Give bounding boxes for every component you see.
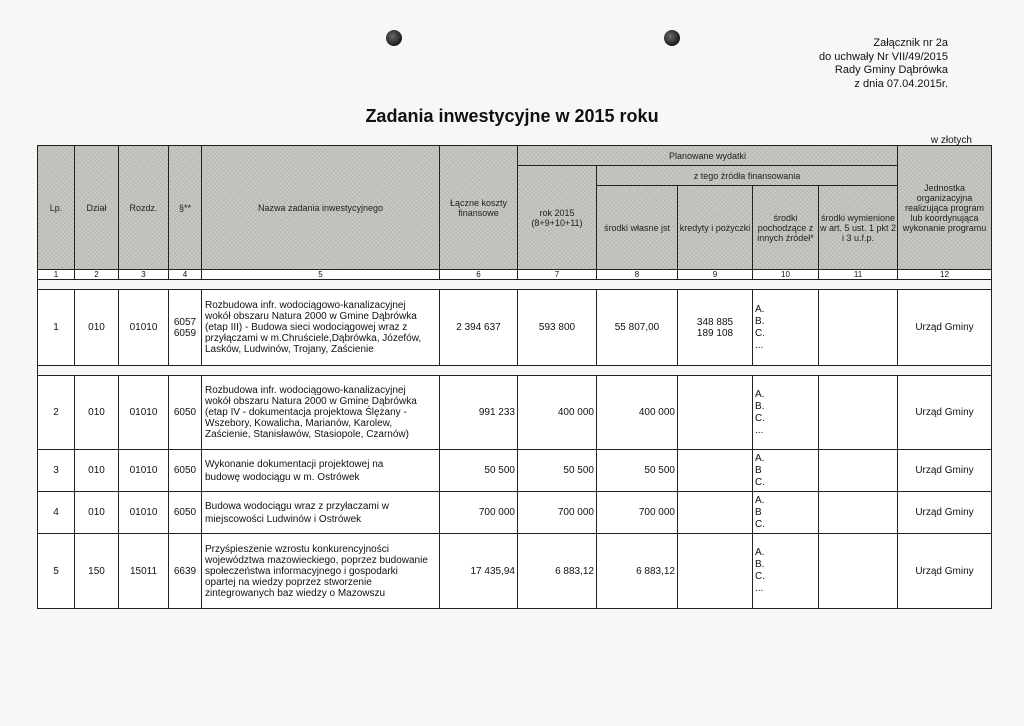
cell-unit: Urząd Gminy [898,376,992,450]
task-line: Rozbudowa infr. wodociągowo-kanalizacyjnej [205,300,406,311]
cell-loans [678,376,753,450]
source-letter: A. [755,303,765,315]
task-line: Wykonanie dokumentacji projektowej na [205,458,384,470]
header-funding-sources: z tego źródła finansowania [597,166,898,186]
table-row [38,492,992,534]
cell-year-2015: 700 000 [518,492,597,534]
source-letter: C. [755,476,765,488]
cell-own-funds: 55 807,00 [597,290,678,366]
cell-loans [678,290,753,366]
header-total-costs: Łączne koszty finansowe [440,146,518,270]
cell-paragraph: 6050 [169,450,202,492]
cell-listed-funds [819,534,898,609]
column-number: 5 [202,270,440,280]
column-number: 4 [169,270,202,280]
task-line: opartej na wiedzy poprzez stworzenie [205,576,372,588]
task-line: wokół obszaru Natura 2000 w Gmine Dąbrówka [205,311,417,322]
loan-value: 189 108 [696,327,734,339]
cell-total-costs: 700 000 [440,492,518,534]
cell-rozdz: 01010 [119,376,169,450]
header-task-name: Nazwa zadania inwestycyjnego [202,146,440,270]
task-line: przyłączami w m.Chruściele,Dąbrówka, Józefów, [205,333,422,344]
cell-total-costs: 2 394 637 [440,290,518,366]
table-row [38,290,992,366]
cell-lp: 3 [38,450,75,492]
cell-year-2015: 400 000 [518,376,597,450]
cell-loans [678,492,753,534]
cell-lp: 2 [38,376,75,450]
task-line: Wszebory, Kowalicha, Marianów, Karolew, [205,418,393,429]
task-line: Zaścienie, Stanisławów, Stasiopole, Czarnów) [205,429,409,440]
header-planned-expenses: Planowane wydatki [518,146,898,166]
source-letter: ... [755,339,764,351]
cell-listed-funds [819,450,898,492]
cell-rozdz: 01010 [119,492,169,534]
cell-rozdz: 15011 [119,534,169,609]
annex-line: Rady Gminy Dąbrówka [834,64,948,76]
cell-task-name [202,492,440,534]
column-number: 3 [119,270,169,280]
paragraph-code: 6059 [173,327,197,339]
punch-hole-right [664,30,680,46]
table-row [38,534,992,609]
header-dzial: Dział [75,146,119,270]
source-letter: C. [755,518,765,530]
source-letter: A. [755,452,765,464]
task-line: województwa mazowieckiego, poprzez budowanie [205,554,428,566]
source-letter: C. [755,412,765,424]
investment-table [37,145,992,609]
header-own-funds: środki własne jst [597,186,678,270]
cell-listed-funds [819,492,898,534]
cell-paragraph: 6050 [169,492,202,534]
punch-hole-left [386,30,402,46]
task-line: Rozbudowa infr. wodociągowo-kanalizacyjnej [205,385,406,396]
column-number: 1 [38,270,75,280]
source-letter: B. [755,559,765,570]
cell-own-funds: 50 500 [597,450,678,492]
paragraph-code: 6057 [173,316,197,328]
loan-value: 348 885 [696,316,734,328]
source-letter: C. [755,571,765,582]
cell-year-2015: 593 800 [518,290,597,366]
source-letter: A. [755,388,765,400]
unit-note: w złotych [930,135,972,146]
cell-total-costs: 50 500 [440,450,518,492]
cell-task-name [202,376,440,450]
task-line: miejscowości Ludwinów i Ostrówek [205,513,362,525]
header-paragraph: §** [169,146,202,270]
page-title: Zadania inwestycyjne w 2015 roku [365,106,659,126]
task-line: Przyśpieszenie wzrostu konkurencyjności [205,543,389,555]
header-lp: Lp. [38,146,75,270]
cell-other-sources [753,376,819,450]
source-letter: B. [755,315,765,327]
cell-year-2015: 50 500 [518,450,597,492]
cell-unit: Urząd Gminy [898,290,992,366]
cell-unit: Urząd Gminy [898,534,992,609]
header-rozdz: Rozdz. [119,146,169,270]
cell-other-sources [753,450,819,492]
cell-other-sources [753,290,819,366]
task-line: Lasków, Ludwinów, Trojany, Zaścienie [205,344,374,355]
task-line: (etap III) - Budowa sieci wodociągowej wraz z [205,322,408,333]
table-row [38,376,992,450]
column-number: 12 [898,270,992,280]
cell-loans [678,534,753,609]
column-number: 9 [678,270,753,280]
source-letter: C. [755,327,765,339]
cell-other-sources [753,492,819,534]
cell-dzial: 150 [75,534,119,609]
task-line: Budowa wodociągu wraz z przyłaczami w [205,500,389,512]
annex-line: z dnia 07.04.2015r. [854,77,948,90]
cell-lp: 1 [38,290,75,366]
cell-lp: 5 [38,534,75,609]
column-number: 8 [597,270,678,280]
task-line: (etap IV - dokumentacja projektowa Ślężany - [205,407,407,418]
source-letter: B [755,464,762,476]
task-line: budowę wodociągu w m. Ostrówek [205,471,360,483]
header-other-sources: środki pochodzące z innych źródeł* [753,186,819,270]
header-loans: kredyty i pożyczki [678,186,753,270]
task-line: wokół obszaru Natura 2000 w Gmine Dąbrówka [205,396,417,407]
header-year-2015: rok 2015 (8+9+10+11) [518,166,597,270]
annex-line: do uchwały Nr VII/49/2015 [818,50,948,63]
column-number: 10 [753,270,819,280]
task-line: zintegrowanych baz wiedzy o Mazowszu [205,587,386,599]
cell-other-sources [753,534,819,609]
source-letter: B [755,506,762,518]
cell-paragraph [169,290,202,366]
task-line: społeczeństwa informacyjnego i gospodarki [205,565,398,577]
header-listed-funds: środki wymienione w art. 5 ust. 1 pkt 2 i 3 u.f.p. [819,186,898,270]
cell-own-funds: 400 000 [597,376,678,450]
cell-listed-funds [819,290,898,366]
cell-rozdz: 01010 [119,450,169,492]
annex-note [819,37,948,91]
cell-task-name [202,290,440,366]
source-letter: ... [755,583,764,594]
cell-year-2015: 6 883,12 [518,534,597,609]
cell-paragraph: 6050 [169,376,202,450]
source-letter: B. [755,400,765,412]
column-number: 2 [75,270,119,280]
cell-dzial: 010 [75,290,119,366]
cell-task-name [202,450,440,492]
cell-unit: Urząd Gminy [898,450,992,492]
source-letter: ... [755,424,764,436]
cell-own-funds: 6 883,12 [597,534,678,609]
cell-dzial: 010 [75,492,119,534]
cell-listed-funds [819,376,898,450]
cell-task-name [202,534,440,609]
cell-dzial: 010 [75,450,119,492]
cell-paragraph: 6639 [169,534,202,609]
table-row [38,450,992,492]
column-number: 7 [518,270,597,280]
column-number: 6 [440,270,518,280]
cell-total-costs: 991 233 [440,376,518,450]
header-unit: Jednostka organizacyjna realizująca program lub koordynująca wykonanie programu [898,146,992,270]
source-letter: A. [755,547,765,558]
cell-rozdz: 01010 [119,290,169,366]
cell-own-funds: 700 000 [597,492,678,534]
cell-loans [678,450,753,492]
source-letter: A. [755,494,765,506]
column-number: 11 [819,270,898,280]
cell-dzial: 010 [75,376,119,450]
annex-line: Załącznik nr 2a [873,37,948,49]
cell-unit: Urząd Gminy [898,492,992,534]
cell-lp: 4 [38,492,75,534]
cell-total-costs: 17 435,94 [440,534,518,609]
